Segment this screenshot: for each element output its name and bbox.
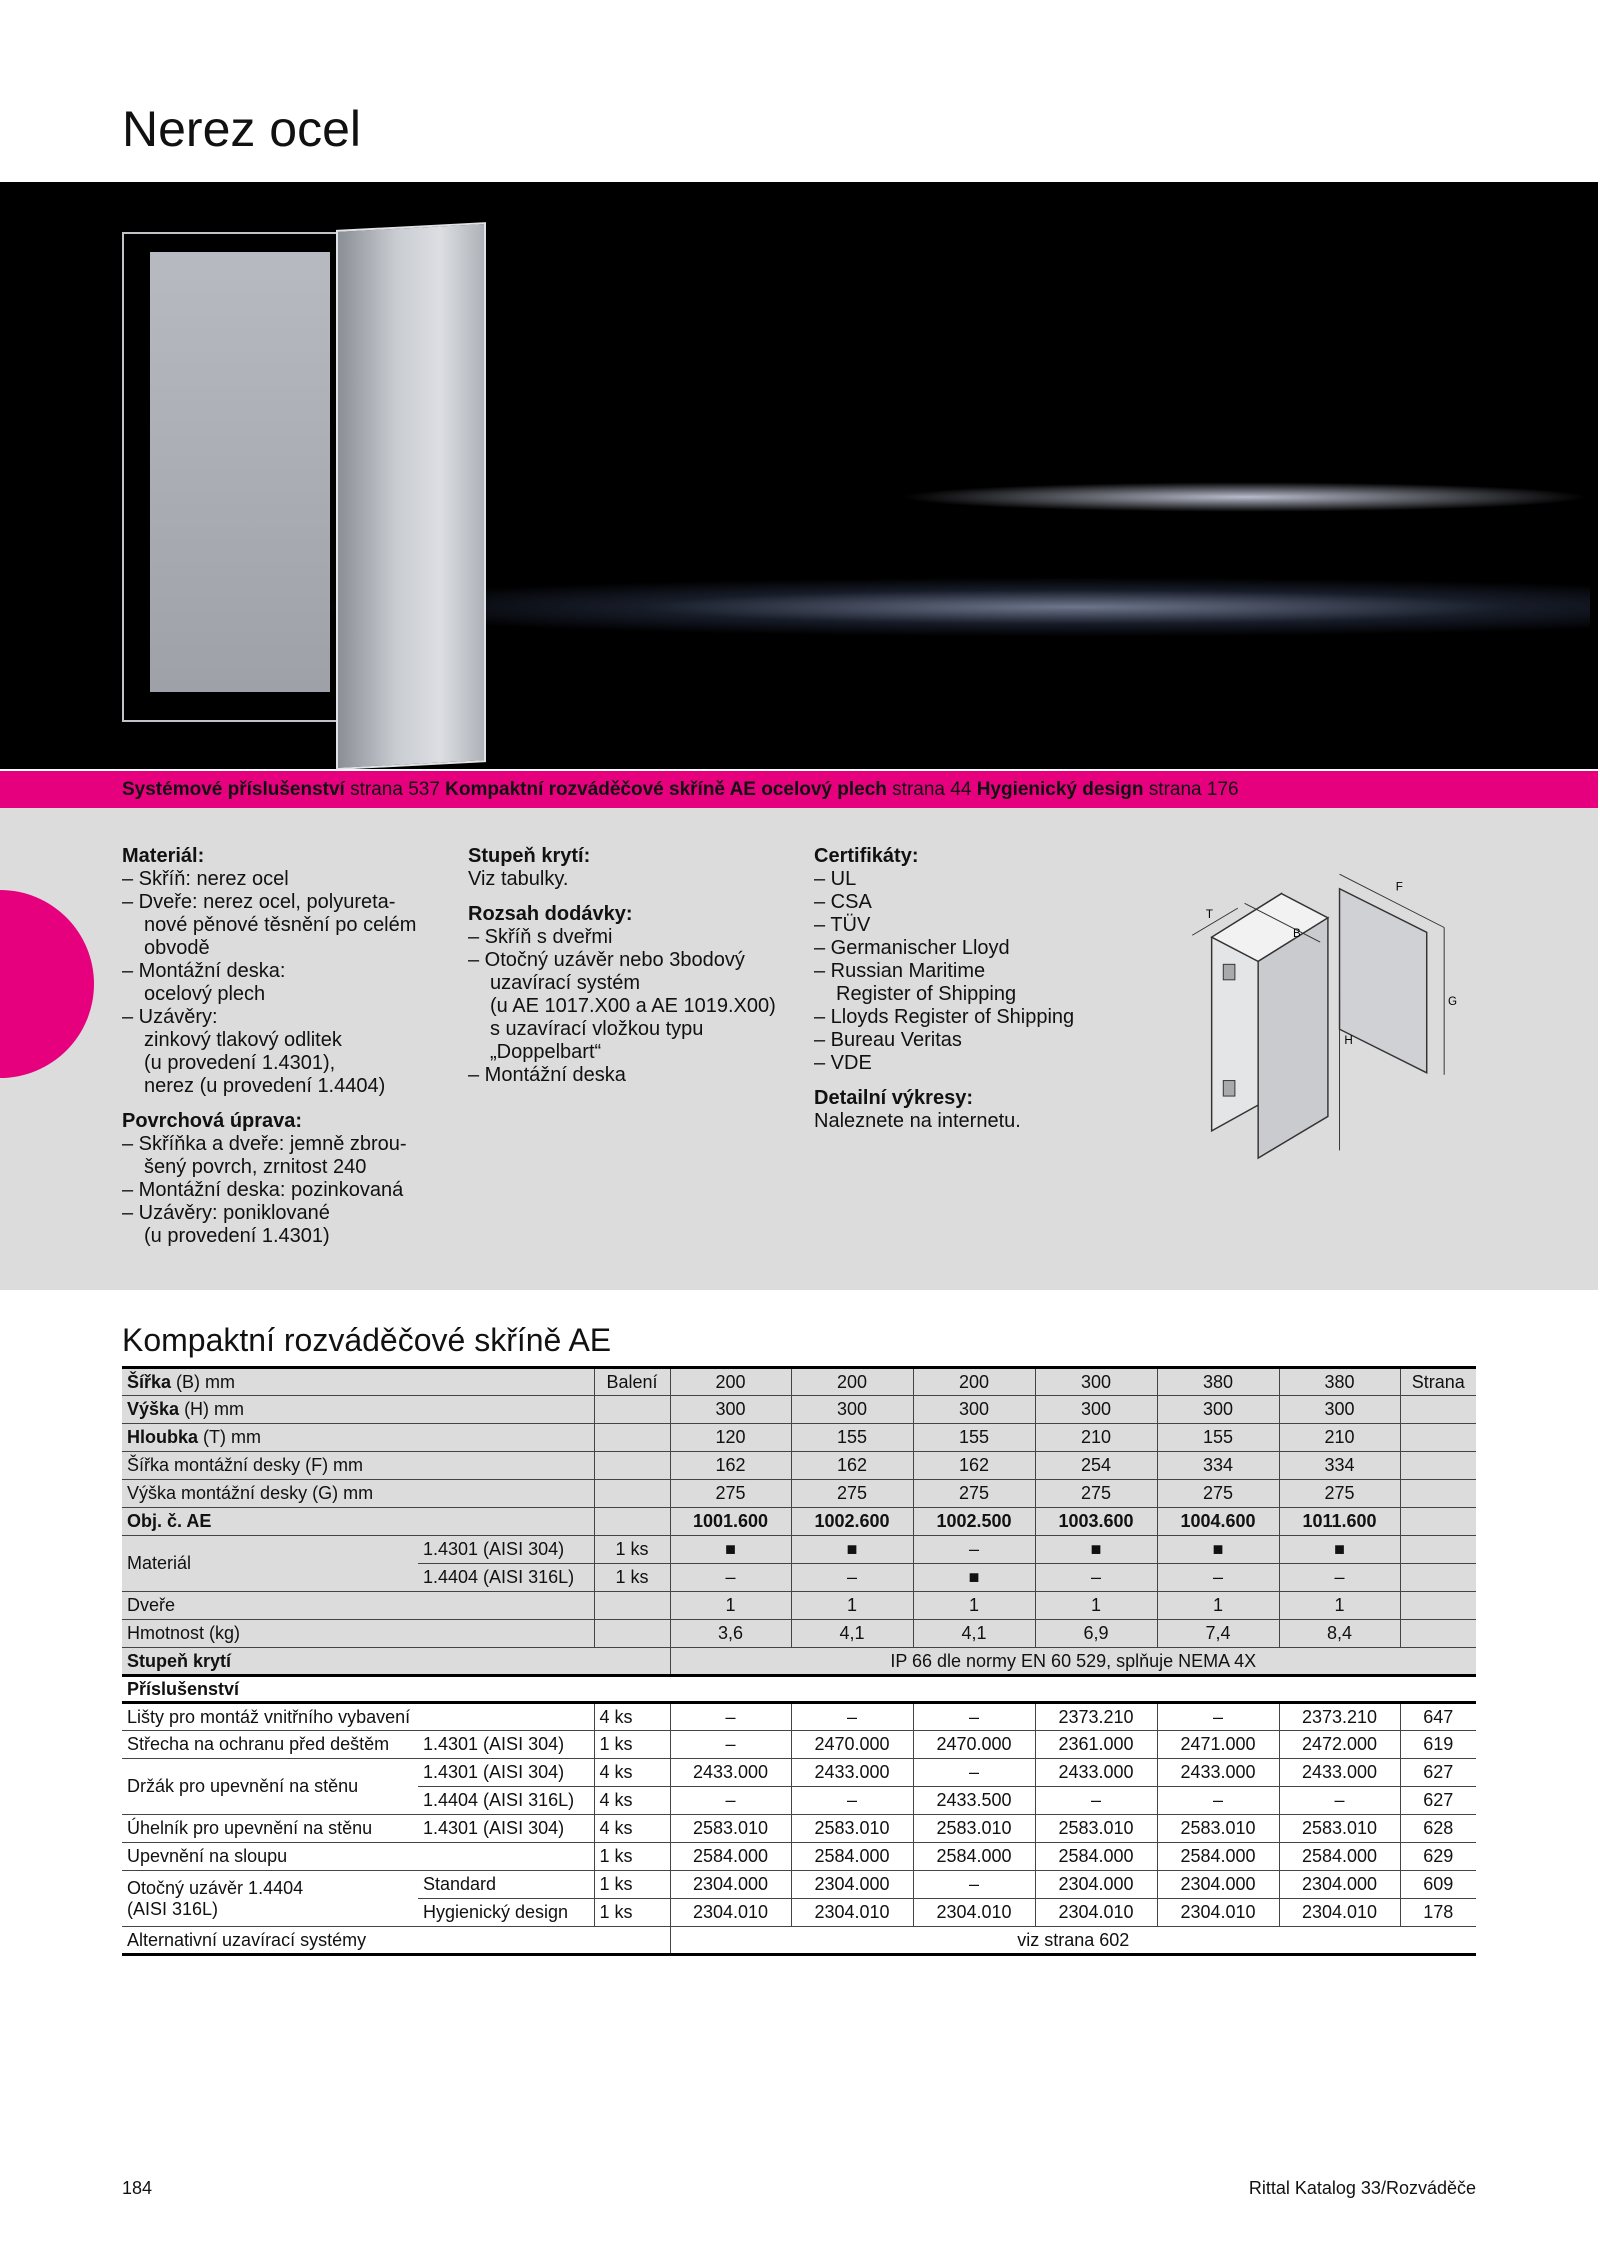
block-heading: Detailní výkresy: <box>814 1087 973 1109</box>
value-cell: 2583.010 <box>670 1815 791 1843</box>
value-cell: 2583.010 <box>913 1815 1035 1843</box>
cross-reference-page: strana 44 <box>886 779 977 800</box>
value-cell: 200 <box>791 1368 913 1396</box>
value-cell: 162 <box>670 1452 791 1480</box>
page-cell <box>1400 1592 1476 1620</box>
page-cell: 647 <box>1400 1703 1476 1731</box>
value-cell: 1 <box>913 1592 1035 1620</box>
value-cell: 334 <box>1157 1452 1279 1480</box>
value-cell: 1 <box>1279 1592 1400 1620</box>
material-variant: 1.4404 (AISI 316L) <box>418 1564 594 1592</box>
row-label-text: (H) mm <box>179 1399 245 1419</box>
list-item: – CSA <box>814 891 872 913</box>
value-cell: – <box>1157 1787 1279 1815</box>
table-row <box>122 1731 1476 1759</box>
page-cell: 609 <box>1400 1871 1476 1899</box>
row-label: Střecha na ochranu před deštěm <box>122 1731 418 1759</box>
value-cell: 334 <box>1279 1452 1400 1480</box>
row-label-bold: Stupeň krytí <box>127 1650 232 1671</box>
row-label: Lišty pro montáž vnitřního vybavení <box>122 1703 594 1731</box>
row-label: Otočný uzávěr 1.4404 (AISI 316L) <box>122 1871 418 1927</box>
cross-reference-title: Kompaktní rozváděčové skříně AE ocelový plech <box>445 779 887 800</box>
page-cell <box>1400 1620 1476 1648</box>
row-label: Úhelník pro upevnění na stěnu <box>122 1815 418 1843</box>
value-cell: 380 <box>1157 1368 1279 1396</box>
table-row <box>122 1424 1476 1452</box>
row-label: Materiál <box>122 1536 418 1592</box>
value-cell: 2304.010 <box>1035 1899 1157 1927</box>
cross-reference-link[interactable] <box>122 779 445 800</box>
alternative-value: viz strana 602 <box>670 1927 1476 1955</box>
value-cell: – <box>670 1787 791 1815</box>
value-cell: 2373.210 <box>1279 1703 1400 1731</box>
value-cell: 2470.000 <box>913 1731 1035 1759</box>
value-cell: 2433.000 <box>670 1759 791 1787</box>
value-cell: 1002.600 <box>791 1508 913 1536</box>
value-cell: 275 <box>791 1480 913 1508</box>
page-cell <box>1400 1480 1476 1508</box>
value-cell: 4,1 <box>913 1620 1035 1648</box>
value-cell: 155 <box>1157 1424 1279 1452</box>
value-cell: 155 <box>913 1424 1035 1452</box>
value-cell: 210 <box>1035 1424 1157 1452</box>
table-row <box>122 1843 1476 1871</box>
pack-cell: 4 ks <box>594 1759 670 1787</box>
block-text: Naleznete na internetu. <box>814 1110 1021 1132</box>
cross-reference-bar <box>0 771 1598 808</box>
value-cell: 1001.600 <box>670 1508 791 1536</box>
column-certificates <box>814 845 1144 1133</box>
dimension-drawing <box>1180 850 1470 1160</box>
page-cell <box>1400 1396 1476 1424</box>
block-heading: Materiál: <box>122 845 205 867</box>
row-label <box>122 1452 594 1480</box>
value-cell: 2471.000 <box>1157 1731 1279 1759</box>
list-item: – UL <box>814 868 857 890</box>
row-label-text: (B) mm <box>171 1371 236 1392</box>
value-cell: 2584.000 <box>670 1843 791 1871</box>
column-protection <box>468 845 798 1087</box>
row-label-text: Šířka montážní desky (F) mm <box>127 1455 364 1475</box>
value-cell: 275 <box>670 1480 791 1508</box>
row-label: Upevnění na sloupu <box>122 1843 594 1871</box>
page-cell <box>1400 1536 1476 1564</box>
pack-cell: 4 ks <box>594 1815 670 1843</box>
list-item: – Germanischer Lloyd <box>814 937 1010 959</box>
page-cell: 627 <box>1400 1787 1476 1815</box>
list-item: šený povrch, zrnitost 240 <box>144 1156 367 1178</box>
value-cell: – <box>791 1703 913 1731</box>
value-cell: 162 <box>913 1452 1035 1480</box>
value-cell: ■ <box>1035 1536 1157 1564</box>
row-label-bold: Výška <box>127 1399 180 1419</box>
value-cell: ■ <box>791 1536 913 1564</box>
value-cell: 1 <box>1157 1592 1279 1620</box>
list-item: Register of Shipping <box>836 983 1017 1005</box>
pack-cell <box>594 1508 670 1536</box>
spacer <box>122 1098 452 1110</box>
page-cell: 629 <box>1400 1843 1476 1871</box>
row-label <box>122 1508 594 1536</box>
value-cell: – <box>1279 1787 1400 1815</box>
value-cell: ■ <box>1279 1536 1400 1564</box>
value-cell: – <box>1157 1703 1279 1731</box>
value-cell: 2583.010 <box>1157 1815 1279 1843</box>
page-cell: 178 <box>1400 1899 1476 1927</box>
accessory-variant: Hygienický design <box>418 1899 594 1927</box>
table-row <box>122 1676 1476 1703</box>
pack-cell: 1 ks <box>594 1843 670 1871</box>
table-row <box>122 1396 1476 1424</box>
block-heading: Povrchová úprava: <box>122 1110 303 1132</box>
value-cell: 210 <box>1279 1424 1400 1452</box>
cross-reference-link[interactable] <box>977 779 1239 800</box>
list-item: – Montážní deska: <box>122 960 286 982</box>
table-row <box>122 1927 1476 1955</box>
accessory-variant: Standard <box>418 1871 594 1899</box>
value-cell: – <box>791 1564 913 1592</box>
list-item: (u AE 1017.X00 a AE 1019.X00) <box>490 995 776 1017</box>
protection-value: IP 66 dle normy EN 60 529, splňuje NEMA 4X <box>670 1648 1476 1676</box>
accessories-heading <box>122 1676 1476 1703</box>
pack-cell: Balení <box>594 1368 670 1396</box>
page-cell: 619 <box>1400 1731 1476 1759</box>
value-cell: 2584.000 <box>913 1843 1035 1871</box>
list-item: s uzavírací vložkou typu <box>490 1018 704 1040</box>
table-row <box>122 1759 1476 1787</box>
dim-label-f: F <box>1395 880 1403 894</box>
value-cell: 7,4 <box>1157 1620 1279 1648</box>
table-row <box>122 1620 1476 1648</box>
light-streak <box>300 577 1590 637</box>
section-title: Kompaktní rozváděčové skříně AE <box>122 1322 612 1358</box>
value-cell: 2583.010 <box>1035 1815 1157 1843</box>
value-cell: 8,4 <box>1279 1620 1400 1648</box>
list-item: – Skříň s dveřmi <box>468 926 613 948</box>
table-row <box>122 1703 1476 1731</box>
dim-label-g: G <box>1448 995 1458 1008</box>
value-cell: 275 <box>1035 1480 1157 1508</box>
value-cell: 2304.010 <box>913 1899 1035 1927</box>
page-title: Nerez ocel <box>122 101 361 157</box>
table-row <box>122 1368 1476 1396</box>
value-cell: – <box>1035 1787 1157 1815</box>
row-label-text: (T) mm <box>198 1427 261 1447</box>
block-heading: Certifikáty: <box>814 845 919 867</box>
row-label <box>122 1480 594 1508</box>
value-cell: 300 <box>913 1396 1035 1424</box>
row-label-bold: Hloubka <box>127 1427 199 1447</box>
value-cell: 2433.000 <box>1157 1759 1279 1787</box>
column-material <box>122 845 452 1248</box>
list-item: – Skříň: nerez ocel <box>122 868 289 890</box>
value-cell: 380 <box>1279 1368 1400 1396</box>
value-cell: 4,1 <box>791 1620 913 1648</box>
value-cell: 2304.000 <box>670 1871 791 1899</box>
page-cell: 627 <box>1400 1759 1476 1787</box>
value-cell: 2433.500 <box>913 1787 1035 1815</box>
pack-cell <box>594 1620 670 1648</box>
pack-cell: 1 ks <box>594 1564 670 1592</box>
product-table <box>122 1366 1476 1956</box>
value-cell: 2304.010 <box>1157 1899 1279 1927</box>
value-cell: 3,6 <box>670 1620 791 1648</box>
row-label <box>122 1368 594 1396</box>
list-item: (u provedení 1.4301), <box>144 1052 336 1074</box>
accessory-variant: 1.4301 (AISI 304) <box>418 1759 594 1787</box>
accessory-variant: 1.4404 (AISI 316L) <box>418 1787 594 1815</box>
value-cell: 155 <box>791 1424 913 1452</box>
accessory-variant: 1.4301 (AISI 304) <box>418 1815 594 1843</box>
table-row <box>122 1480 1476 1508</box>
dim-label-b: B <box>1293 927 1301 941</box>
value-cell: 1011.600 <box>1279 1508 1400 1536</box>
value-cell: 300 <box>1157 1396 1279 1424</box>
list-item: – Bureau Veritas <box>814 1029 962 1051</box>
row-label <box>122 1424 594 1452</box>
pack-cell: 4 ks <box>594 1703 670 1731</box>
block-heading: Stupeň krytí: <box>468 845 591 867</box>
row-label-bold: Obj. č. AE <box>127 1511 212 1531</box>
pack-cell <box>594 1480 670 1508</box>
value-cell: – <box>913 1871 1035 1899</box>
value-cell: 300 <box>1279 1396 1400 1424</box>
block-text: Viz tabulky. <box>468 868 569 890</box>
product-photo <box>0 182 1598 769</box>
page-cell <box>1400 1508 1476 1536</box>
row-label <box>122 1648 670 1676</box>
list-item: – Skříňka a dveře: jemně zbrou- <box>122 1133 407 1155</box>
value-cell: 254 <box>1035 1452 1157 1480</box>
list-item: – TÜV <box>814 914 871 936</box>
row-label <box>122 1396 594 1424</box>
pack-cell <box>594 1592 670 1620</box>
value-cell: 2304.000 <box>791 1871 913 1899</box>
value-cell: 200 <box>913 1368 1035 1396</box>
table-row <box>122 1508 1476 1536</box>
pack-cell: 1 ks <box>594 1536 670 1564</box>
page-cell <box>1400 1424 1476 1452</box>
value-cell: 2433.000 <box>1035 1759 1157 1787</box>
table-row <box>122 1871 1476 1899</box>
value-cell: 2584.000 <box>1279 1843 1400 1871</box>
page-cell <box>1400 1452 1476 1480</box>
table-row <box>122 1452 1476 1480</box>
list-item: – Montážní deska: pozinkovaná <box>122 1179 404 1201</box>
cross-reference-title: Systémové příslušenství <box>122 779 345 800</box>
row-label-bold: Šířka <box>127 1371 172 1392</box>
pack-cell: 1 ks <box>594 1731 670 1759</box>
table-row <box>122 1536 1476 1564</box>
value-cell: 1004.600 <box>1157 1508 1279 1536</box>
value-cell: 2304.000 <box>1035 1871 1157 1899</box>
list-item: – Russian Maritime <box>814 960 986 982</box>
row-label-text: Dveře <box>127 1595 176 1615</box>
value-cell: – <box>1279 1564 1400 1592</box>
spacer <box>814 1075 1144 1087</box>
list-item: (u provedení 1.4301) <box>144 1225 330 1247</box>
value-cell: 2304.010 <box>670 1899 791 1927</box>
value-cell: 275 <box>1157 1480 1279 1508</box>
list-item: – Montážní deska <box>468 1064 626 1086</box>
accessory-variant: 1.4301 (AISI 304) <box>418 1731 594 1759</box>
list-item: ocelový plech <box>144 983 266 1005</box>
value-cell: ■ <box>1157 1536 1279 1564</box>
value-cell: 1 <box>791 1592 913 1620</box>
accessories-heading-text: Příslušenství <box>127 1678 240 1699</box>
pack-cell: 1 ks <box>594 1871 670 1899</box>
pack-cell: 1 ks <box>594 1899 670 1927</box>
value-cell: 2304.000 <box>1157 1871 1279 1899</box>
table-row <box>122 1648 1476 1676</box>
value-cell: – <box>670 1703 791 1731</box>
page-number: 184 <box>122 2178 153 2198</box>
row-label: Alternativní uzavírací systémy <box>122 1927 670 1955</box>
material-variant: 1.4301 (AISI 304) <box>418 1536 594 1564</box>
row-label: Držák pro upevnění na stěnu <box>122 1759 418 1815</box>
light-streak <box>900 482 1590 512</box>
value-cell: ■ <box>670 1536 791 1564</box>
dim-label-h: H <box>1344 1033 1353 1047</box>
value-cell: 300 <box>670 1396 791 1424</box>
value-cell: 2472.000 <box>1279 1731 1400 1759</box>
list-item: – VDE <box>814 1052 872 1074</box>
cross-reference-title: Hygienický design <box>976 779 1144 800</box>
value-cell: 1 <box>670 1592 791 1620</box>
catalog-name: Rittal Katalog 33/Rozváděče <box>1248 2178 1476 2198</box>
value-cell: 162 <box>791 1452 913 1480</box>
pack-cell <box>594 1452 670 1480</box>
list-item: – Otočný uzávěr nebo 3bodový uzavírací systém <box>468 949 745 994</box>
value-cell: 2584.000 <box>791 1843 913 1871</box>
value-cell: 2583.010 <box>1279 1815 1400 1843</box>
list-item: zinkový tlakový odlitek <box>144 1029 342 1051</box>
value-cell: 2304.000 <box>1279 1871 1400 1899</box>
list-item: „Doppelbart“ <box>490 1041 602 1063</box>
value-cell: 275 <box>913 1480 1035 1508</box>
value-cell: 2304.010 <box>791 1899 913 1927</box>
row-label-text: Výška montážní desky (G) mm <box>127 1483 374 1503</box>
row-label-text: Hmotnost (kg) <box>127 1623 241 1643</box>
cross-reference-page: strana 176 <box>1143 779 1239 800</box>
value-cell: 2433.000 <box>1279 1759 1400 1787</box>
page-cell: 628 <box>1400 1815 1476 1843</box>
value-cell: – <box>670 1731 791 1759</box>
page-cell: Strana <box>1400 1368 1476 1396</box>
value-cell: – <box>670 1564 791 1592</box>
value-cell: 275 <box>1279 1480 1400 1508</box>
list-item: – Dveře: nerez ocel, polyureta- <box>122 891 396 913</box>
pack-cell: 4 ks <box>594 1787 670 1815</box>
value-cell: 1003.600 <box>1035 1508 1157 1536</box>
value-cell: 300 <box>1035 1396 1157 1424</box>
value-cell: 2304.010 <box>1279 1899 1400 1927</box>
dim-label-t: T <box>1205 907 1213 921</box>
value-cell: 2470.000 <box>791 1731 913 1759</box>
page-cell <box>1400 1564 1476 1592</box>
value-cell: 2433.000 <box>791 1759 913 1787</box>
value-cell: 2584.000 <box>1035 1843 1157 1871</box>
value-cell: 300 <box>1035 1368 1157 1396</box>
value-cell: ■ <box>913 1564 1035 1592</box>
list-item: – Uzávěry: <box>122 1006 218 1028</box>
value-cell: – <box>1035 1564 1157 1592</box>
value-cell: – <box>791 1787 913 1815</box>
cabinet-body <box>122 232 342 722</box>
pack-cell <box>594 1396 670 1424</box>
value-cell: 1 <box>1035 1592 1157 1620</box>
value-cell: 200 <box>670 1368 791 1396</box>
value-cell: 2361.000 <box>1035 1731 1157 1759</box>
value-cell: 120 <box>670 1424 791 1452</box>
value-cell: 1002.500 <box>913 1508 1035 1536</box>
spacer <box>468 891 798 903</box>
block-heading: Rozsah dodávky: <box>468 903 633 925</box>
table-row <box>122 1592 1476 1620</box>
row-label <box>122 1592 594 1620</box>
list-item: nerez (u provedení 1.4404) <box>144 1075 386 1097</box>
list-item: – Lloyds Register of Shipping <box>814 1006 1075 1028</box>
cross-reference-link[interactable] <box>445 779 977 800</box>
value-cell: 300 <box>791 1396 913 1424</box>
cabinet-door <box>336 222 486 770</box>
row-label <box>122 1620 594 1648</box>
value-cell: – <box>1157 1564 1279 1592</box>
value-cell: – <box>913 1703 1035 1731</box>
value-cell: – <box>913 1536 1035 1564</box>
table-row <box>122 1815 1476 1843</box>
cross-reference-page: strana 537 <box>344 779 446 800</box>
pack-cell <box>594 1424 670 1452</box>
value-cell: 2583.010 <box>791 1815 913 1843</box>
value-cell: 6,9 <box>1035 1620 1157 1648</box>
value-cell: – <box>913 1759 1035 1787</box>
value-cell: 2373.210 <box>1035 1703 1157 1731</box>
value-cell: 2584.000 <box>1157 1843 1279 1871</box>
list-item: nové pěnové těsnění po celém obvodě <box>144 914 417 959</box>
list-item: – Uzávěry: poniklované <box>122 1202 330 1224</box>
